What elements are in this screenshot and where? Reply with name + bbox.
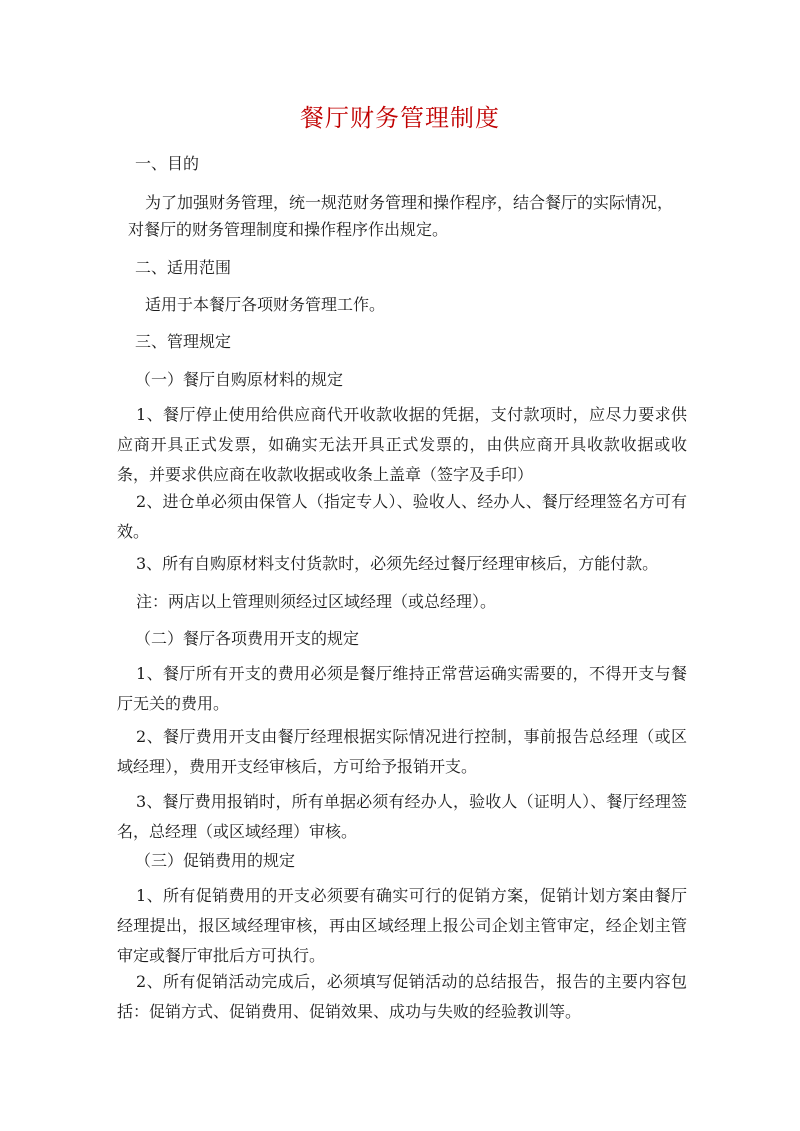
expenses-item-3: 3、餐厅费用报销时，所有单据必须有经办人，验收人（证明人）、餐厅经理签名，总经理（或区域经理）审核。 (117, 792, 687, 841)
raw-materials-item-2: 2、进仓单必须由保管人（指定专人）、验收人、经办人、餐厅经理签名方可有效。 (117, 492, 687, 541)
subsection-heading-raw-materials: （一）餐厅自购原材料的规定 (135, 370, 344, 389)
scope-paragraph: 适用于本餐厅各项财务管理工作。 (145, 295, 386, 314)
purpose-paragraph-line-2: 对餐厅的财务管理制度和操作程序作出规定。 (128, 220, 449, 239)
section-heading-purpose: 一、目的 (135, 154, 200, 173)
promotion-item-1: 1、所有促销费用的开支必须要有确实可行的促销方案，促销计划方案由餐厅经理提出，报区域经理审核，再由区域经理上报公司企划主管审定，经企划主管审定或餐厅审批后方可执行。 (117, 886, 687, 965)
raw-materials-item-3: 3、所有自购原材料支付货款时，必须先经过餐厅经理审核后，方能付款。 (136, 554, 659, 573)
expenses-item-1: 1、餐厅所有开支的费用必须是餐厅维持正常营运确实需要的，不得开支与餐厅无关的费用。 (117, 664, 687, 713)
expenses-item-2: 2、餐厅费用开支由餐厅经理根据实际情况进行控制，事前报告总经理（或区域经理），费用开支经审核后，方可给予报销开支。 (117, 727, 687, 776)
raw-materials-note: 注：两店以上管理则须经过区域经理（或总经理）。 (136, 592, 497, 611)
section-heading-rules: 三、管理规定 (135, 332, 232, 351)
promotion-item-2: 2、所有促销活动完成后，必须填写促销活动的总结报告，报告的主要内容包括：促销方式、促销费用、促销效果、成功与失败的经验教训等。 (117, 972, 687, 1021)
purpose-paragraph-line-1: 为了加强财务管理，统一规范财务管理和操作程序，结合餐厅的实际情况， (145, 193, 674, 212)
subsection-heading-promotion: （三）促销费用的规定 (135, 851, 296, 870)
section-heading-scope: 二、适用范围 (135, 258, 232, 277)
raw-materials-item-1: 1、餐厅停止使用给供应商代开收款收据的凭据，支付款项时，应尽力要求供应商开具正式发票，如确实无法开具正式发票的，由供应商开具收款收据或收条，并要求供应商在收款收据或收条上盖章（签字及手印） (117, 405, 687, 484)
document-title: 餐厅财务管理制度 (300, 104, 500, 132)
subsection-heading-expenses: （二）餐厅各项费用开支的规定 (135, 629, 360, 648)
